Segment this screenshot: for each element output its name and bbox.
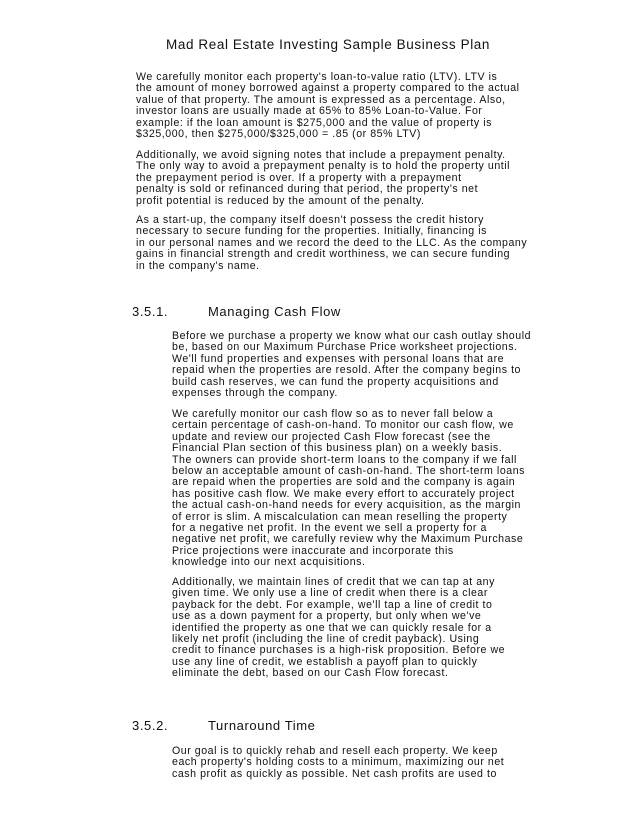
cash-flow-paragraph-monitor (172, 409, 592, 569)
text-line: We carefully monitor each property's loan-to-value ratio (LTV). LTV is (136, 71, 498, 83)
text-line: As a start-up, the company itself doesn't possess the credit history (136, 214, 484, 226)
text-line: We'll fund properties and expenses with personal loans that are (172, 352, 505, 365)
page-header: Mad Real Estate Investing Sample Business Plan (166, 37, 491, 52)
section-title: Managing Cash Flow (208, 304, 341, 319)
text-line: The only way to avoid a prepayment penalty is to hold the property until (136, 160, 511, 173)
text-line: profit potential is reduced by the amount of the penalty. (136, 194, 425, 207)
text-line: Additionally, we maintain lines of credit that we can tap at any (172, 576, 495, 588)
text-line: eliminate the debt, based on our Cash Flow forecast. (172, 667, 449, 680)
text-line: are repaid when the properties are sold and the company is again (172, 476, 516, 489)
text-line: necessary to secure funding for the properties. Initially, financing is (136, 225, 487, 238)
section-number: 3.5.1. (132, 304, 169, 319)
text-line: $325,000, then $275,000/$325,000 = .85 (or 85% LTV) (136, 128, 421, 141)
cash-flow-paragraph-credit (172, 577, 592, 680)
section-heading-managing-cash-flow (132, 304, 341, 319)
text-line: of error is slim. A miscalculation can mean reselling the property (172, 510, 508, 523)
text-line: Financial Plan section of this business plan) on a weekly basis. (172, 442, 503, 455)
text-line: credit to finance purchases is a high-risk proposition. Before we (172, 644, 506, 657)
intro-paragraph-prepayment (136, 150, 576, 207)
text-line: identified the property as one that we can quickly resale for a (172, 621, 492, 634)
text-line: below an acceptable amount of cash-on-hand. The short-term loans (172, 465, 526, 478)
text-line: the amount of money borrowed against a property compared to the actual (136, 82, 520, 95)
section-title: Turnaround Time (208, 718, 316, 733)
text-line: the actual cash-on-hand needs for every acquisition, as the margin (172, 499, 521, 512)
text-line: Before we purchase a property we know what our cash outlay should (172, 330, 532, 342)
section-heading-turnaround-time (132, 718, 316, 733)
text-line: investor loans are usually made at 65% to 85% Loan-to-Value. For (136, 105, 483, 118)
text-line: repaid when the properties are resold. After the company begins to (172, 364, 522, 377)
text-line: We carefully monitor our cash flow so as to never fall below a (172, 408, 494, 420)
text-line: update and review our projected Cash Flow forecast (see the (172, 430, 491, 443)
text-line: in the company's name. (136, 259, 260, 272)
text-line: given time. We only use a line of credit when there is a clear (172, 587, 488, 600)
text-line: build cash reserves, we can fund the property acquisitions and (172, 375, 499, 388)
text-line: value of that property. The amount is expressed as a percentage. Also, (136, 93, 506, 106)
text-line: knowledge into our next acquisitions. (172, 556, 366, 569)
turnaround-paragraph (172, 746, 592, 780)
text-line: certain percentage of cash-on-hand. To monitor our cash flow, we (172, 419, 514, 432)
text-line: use any line of credit, we establish a payoff plan to quickly (172, 655, 478, 668)
section-number: 3.5.2. (132, 718, 169, 733)
text-line: Additionally, we avoid signing notes that include a prepayment penalty. (136, 149, 506, 161)
text-line: Price projections were inaccurate and incorporate this (172, 544, 454, 557)
text-line: penalty is sold or refinanced during that period, the property's net (136, 183, 479, 196)
text-line: payback for the debt. For example, we'll tap a line of credit to (172, 598, 493, 611)
text-line: Our goal is to quickly rehab and resell each property. We keep (172, 745, 498, 757)
text-line: gains in financial strength and credit worthiness, we can secure funding (136, 248, 511, 261)
text-line: the prepayment period is over. If a property with a prepayment (136, 171, 462, 184)
text-line: in our personal names and we record the deed to the LLC. As the company (136, 236, 528, 249)
text-line: cash profit as quickly as possible. Net cash profits are used to (172, 767, 497, 780)
text-line: negative net profit, we carefully review why the Maximum Purchase (172, 533, 524, 546)
text-line: has positive cash flow. We make every effort to accurately project (172, 487, 515, 500)
text-line: each property's holding costs to a minimum, maximizing our net (172, 756, 505, 769)
intro-paragraph-ltv (136, 72, 576, 140)
text-line: use as a down payment for a property, but only when we've (172, 610, 482, 623)
text-line: expenses through the company. (172, 387, 338, 400)
text-line: be, based on our Maximum Purchase Price worksheet projections. (172, 341, 518, 354)
text-line: example: if the loan amount is $275,000 and the value of property is (136, 116, 493, 129)
text-line: for a negative net profit. In the event we sell a property for a (172, 522, 487, 535)
text-line: The owners can provide short-term loans to the company if we fall (172, 453, 517, 466)
intro-paragraph-startup (136, 215, 576, 272)
text-line: likely net profit (including the line of credit payback). Using (172, 633, 480, 646)
cash-flow-paragraph-purchase (172, 331, 592, 399)
